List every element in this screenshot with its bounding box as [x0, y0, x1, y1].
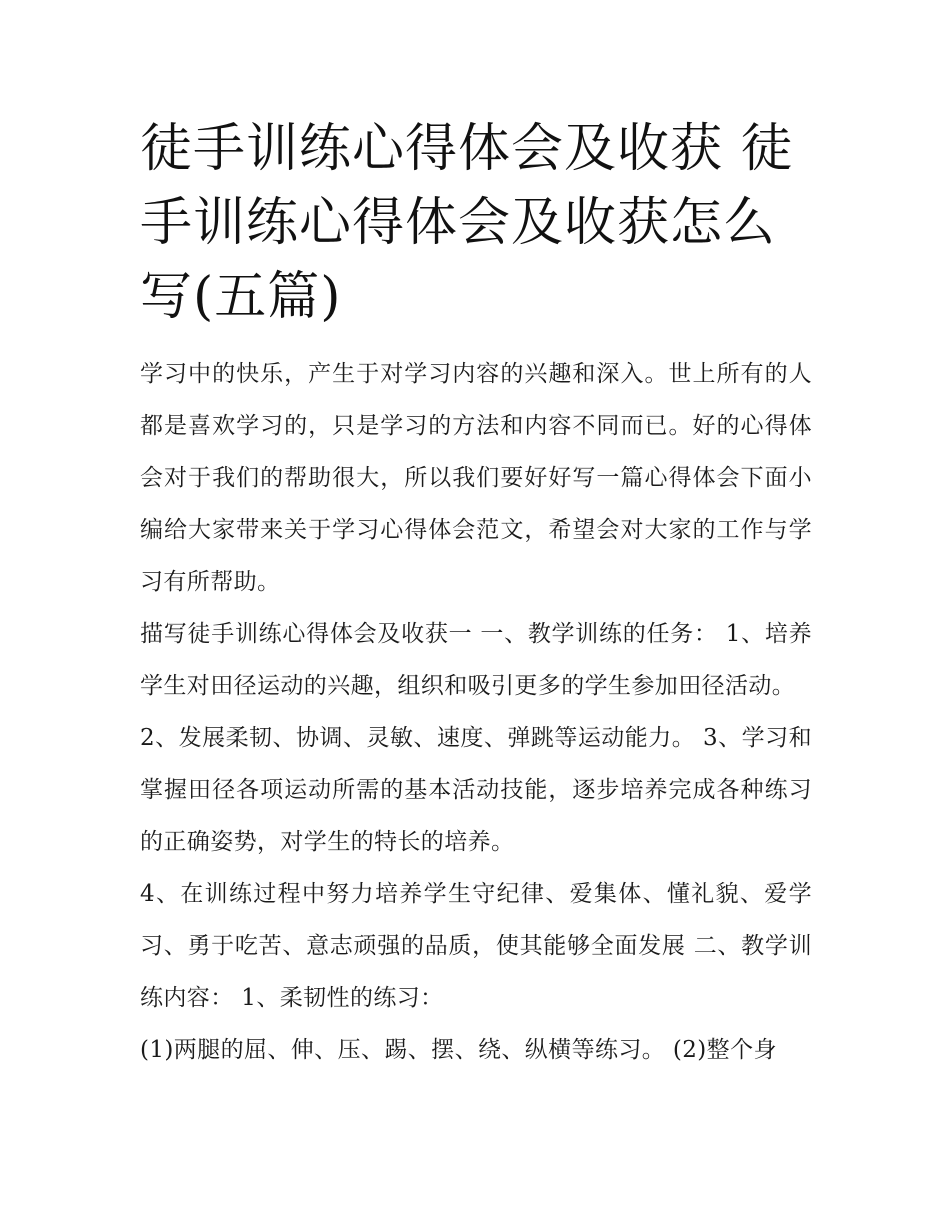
document-body — [140, 348, 812, 1076]
document-title: 徒手训练心得体会及收获 徒手训练心得体会及收获怎么写(五篇) — [140, 119, 794, 327]
paragraph-intro: 学习中的快乐，产生于对学习内容的兴趣和深入。世上所有的人都是喜欢学习的，只是学习的方法和内容不同而已。好的心得体会对于我们的帮助很大，所以我们要好好写一篇心得体会下面小编给大家带来关于学习心得体会范文，希望会对大家的工作与学习有所帮助。 — [140, 361, 812, 595]
document-content — [140, 112, 812, 1076]
paragraph-abilities: 2、发展柔韧、协调、灵敏、速度、弹跳等运动能力。 3、学习和掌握田径各项运动所需的基本活动技能，逐步培养完成各种练习的正确姿势，对学生的特长的培养。 — [140, 725, 812, 855]
paragraph-training-tasks: 描写徒手训练心得体会及收获一 一、教学训练的任务： 1、培养学生对田径运动的兴趣，组织和吸引更多的学生参加田径活动。 — [140, 621, 812, 699]
paragraph-character: 4、在训练过程中努力培养学生守纪律、爱集体、懂礼貌、爱学习、勇于吃苦、意志顽强的品质，使其能够全面发展 二、教学训练内容： 1、柔韧性的练习： — [140, 881, 812, 1011]
paragraph-exercises: (1)两腿的屈、伸、压、踢、摆、绕、纵横等练习。 (2)整个身 — [140, 1037, 777, 1063]
